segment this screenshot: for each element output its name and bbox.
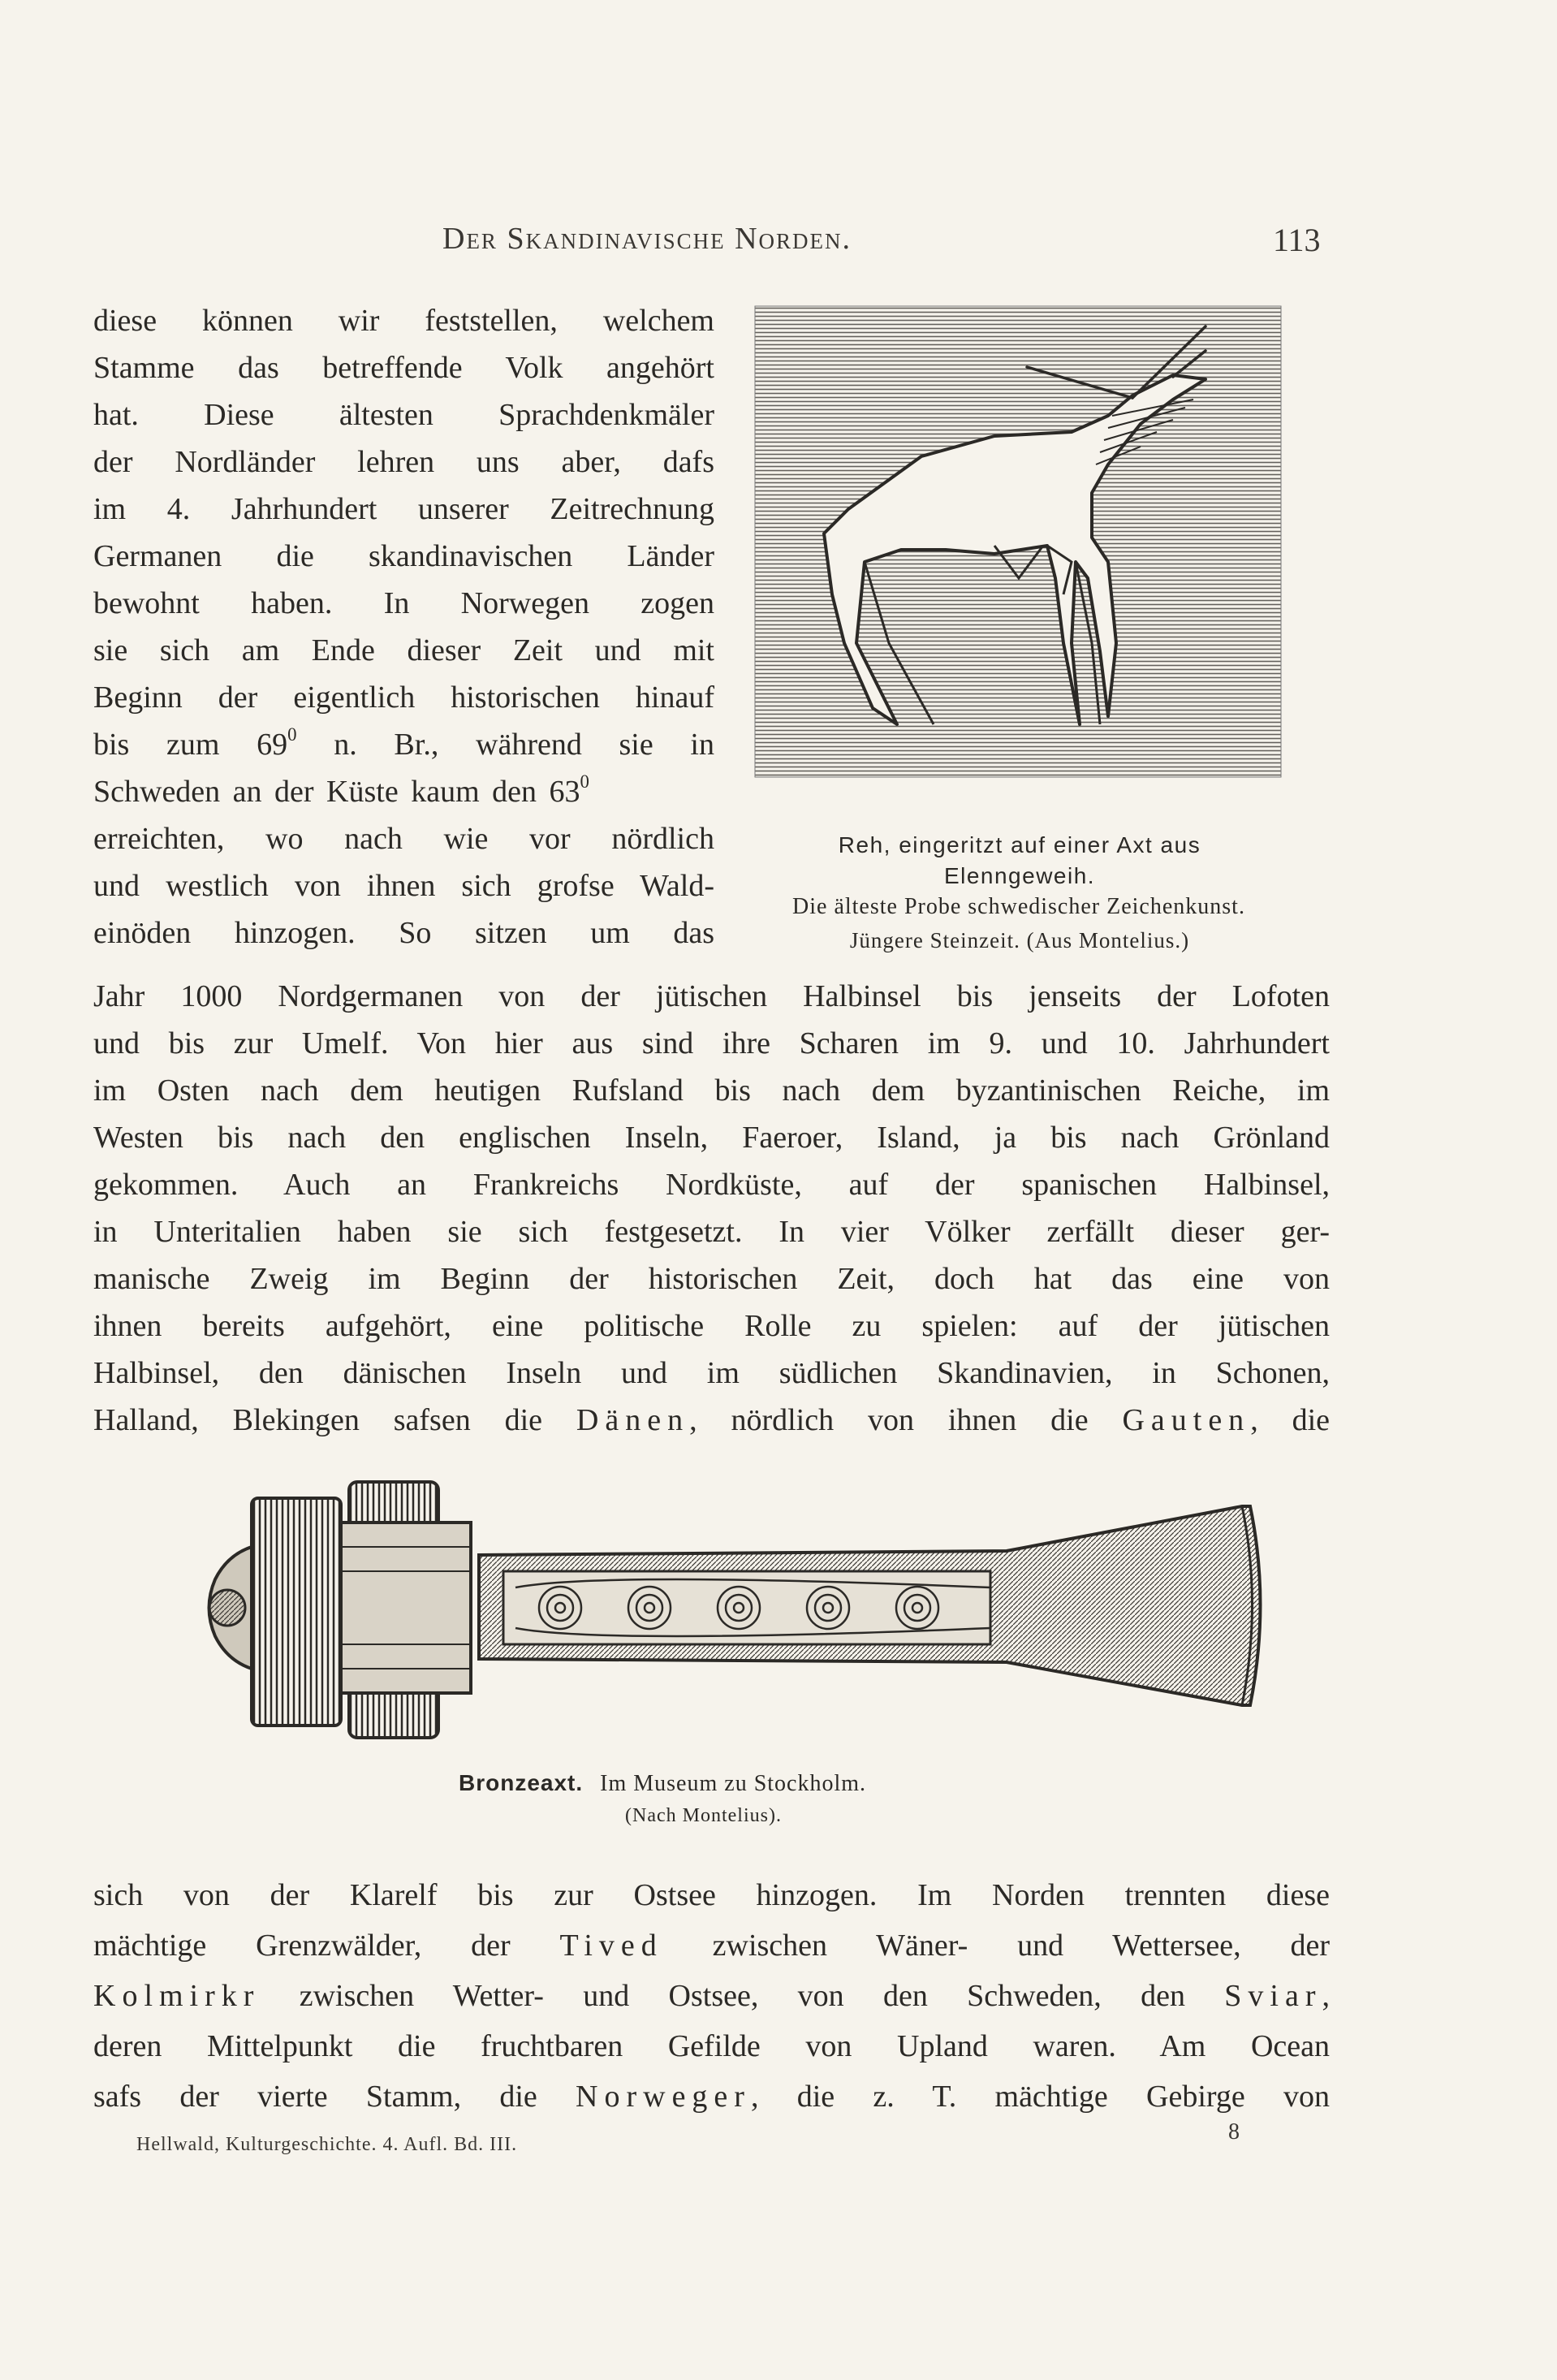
figure1-caption-line4: Jüngere Steinzeit. (Aus Montelius.) bbox=[849, 928, 1190, 952]
text-line: Kolmirkr zwischen Wetter- und Ostsee, von den Schweden, den Sviar, bbox=[93, 1979, 1330, 2013]
figure2-caption-line2: (Nach Montelius). bbox=[625, 1805, 782, 1826]
text-line: deren Mittelpunkt die fruchtbaren Gefilde von Upland waren. Am Ocean bbox=[93, 2029, 1330, 2063]
text-line: in Unteritalien haben sie sich festgesetzt. In vier Völker zerfällt dieser ger- bbox=[93, 1215, 1330, 1249]
text-line: mächtige Grenzwälder, der Tived zwischen Wäner- und Wettersee, der bbox=[93, 1929, 1330, 1963]
signature-mark: 8 bbox=[1228, 2119, 1240, 2145]
bronze-axe-image bbox=[195, 1474, 1307, 1750]
text-line: einöden hinzogen. So sitzen um das bbox=[93, 916, 714, 950]
text-line: hat. Diese ältesten Sprachdenkmäler bbox=[93, 398, 714, 432]
text-line: Halland, Blekingen safsen die Dänen, nördlich von ihnen die Gauten, die bbox=[93, 1403, 1330, 1437]
text-line: der Nordländer lehren uns aber, dafs bbox=[93, 445, 714, 479]
text-line: erreichten, wo nach wie vor nördlich bbox=[93, 822, 714, 856]
text-line: Germanen die skandinavischen Länder bbox=[93, 539, 714, 573]
figure1-caption-line1: Reh, eingeritzt auf einer Axt aus bbox=[838, 832, 1201, 857]
figure-bronze-axe bbox=[195, 1474, 1307, 1750]
figure1-caption-line3: Die älteste Probe schwedischer Zeichenkunst. bbox=[792, 894, 1245, 919]
text-line: gekommen. Auch an Frankreichs Nordküste, auf der spanischen Halbinsel, bbox=[93, 1168, 1330, 1202]
text-line: ihnen bereits aufgehört, eine politische Rolle zu spielen: auf der jütischen bbox=[93, 1309, 1330, 1343]
text-line: Westen bis nach den englischen Inseln, Faeroer, Island, ja bis nach Grönland bbox=[93, 1121, 1330, 1155]
text-line: manische Zweig im Beginn der historischen Zeit, doch hat das eine von bbox=[93, 1262, 1330, 1296]
figure2-caption-line1: Bronzeaxt. Im Museum zu Stockholm. bbox=[459, 1770, 867, 1796]
text-line: safs der vierte Stamm, die Norweger, die z. T. mächtige Gebirge von bbox=[93, 2080, 1331, 2114]
text-line: Schweden an der Küste kaum den $63^0$ bbox=[93, 771, 589, 809]
text-line: und bis zur Umelf. Von hier aus sind ihre Scharen im 9. und 10. Jahrhundert bbox=[93, 1026, 1330, 1060]
text-line: und westlich von ihnen sich grofse Wald- bbox=[93, 869, 714, 903]
text-line: Jahr 1000 Nordgermanen von der jütischen Halbinsel bis jenseits der Lofoten bbox=[93, 979, 1330, 1013]
figure1-caption-line2: Elenngeweih. bbox=[943, 863, 1096, 888]
deer-engraving-image bbox=[751, 302, 1288, 784]
text-line: im 4. Jahrhundert unserer Zeitrechnung bbox=[93, 492, 714, 526]
text-line: im Osten nach dem heutigen Rufsland bis nach dem byzantinischen Reiche, im bbox=[93, 1073, 1330, 1108]
text-line: Beginn der eigentlich historischen hinauf bbox=[93, 680, 714, 715]
figure-deer-engraving bbox=[751, 302, 1288, 784]
text-line: sie sich am Ende dieser Zeit und mit bbox=[93, 633, 714, 667]
footer-imprint: Hellwald, Kulturgeschichte. 4. Aufl. Bd. III. bbox=[136, 2134, 518, 2155]
text-line: Stamme das betreffende Volk angehört bbox=[93, 351, 714, 385]
text-line: sich von der Klarelf bis zur Ostsee hinzogen. Im Norden trennten diese bbox=[93, 1878, 1330, 1912]
text-line: bis zum $69^0$ n. Br., während sie in bbox=[93, 724, 714, 762]
text-line: diese können wir feststellen, welchem bbox=[93, 304, 714, 338]
page-number: 113 bbox=[1273, 222, 1321, 258]
running-head: Der Skandinavische Norden. bbox=[442, 222, 852, 256]
text-line: bewohnt haben. In Norwegen zogen bbox=[93, 586, 714, 620]
text-line: Halbinsel, den dänischen Inseln und im südlichen Skandinavien, in Schonen, bbox=[93, 1356, 1330, 1390]
